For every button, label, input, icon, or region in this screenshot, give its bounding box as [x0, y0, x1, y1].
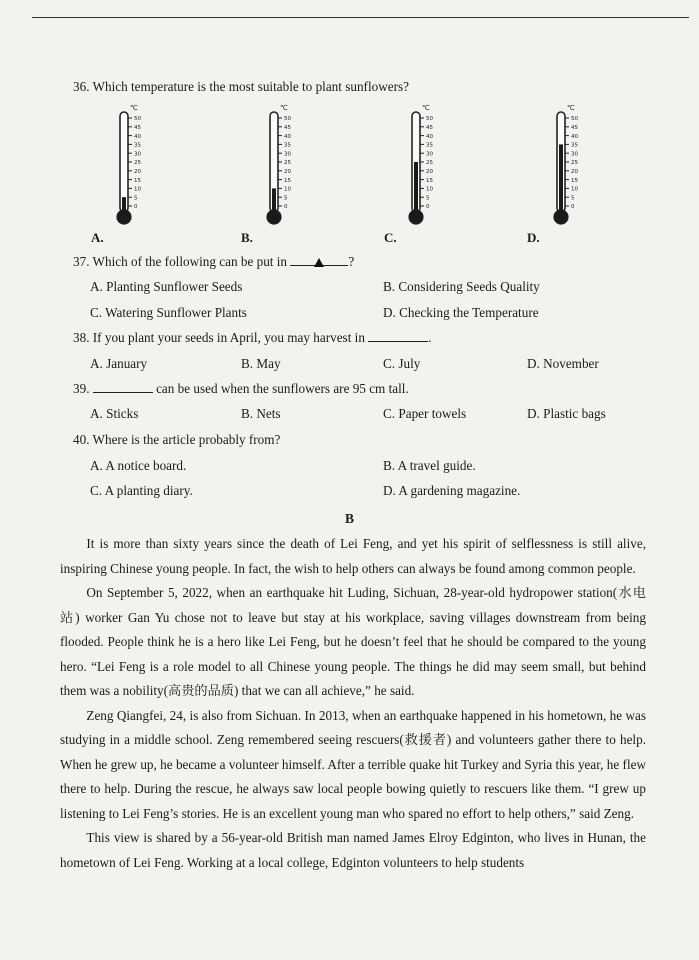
question-37-end: ?	[348, 254, 355, 269]
scale-label: 40	[571, 133, 578, 140]
thermometer-svg	[108, 104, 168, 234]
option-40-c[interactable]: C. A planting diary.	[90, 483, 193, 498]
option-36-d[interactable]: D.	[527, 230, 540, 245]
paragraph: This view is shared by a 56-year-old British man named James Elroy Edginton, who lives in Hunan, the hometown of Lei Feng. Working at a local college, Edginton volunteers to help students	[60, 830, 646, 870]
scale-label: 0	[571, 204, 575, 211]
scale-label: 10	[426, 186, 433, 193]
scale-label: 10	[284, 186, 291, 193]
scale-label: 15	[134, 177, 141, 184]
section-heading: B	[344, 511, 354, 526]
scale-label: 5	[426, 195, 430, 202]
paragraph: On September 5, 2022, when an earthquake hit Luding, Sichuan, 28-year-old hydropower station(水电站) worker Gan Yu chose not to leave but stay at his workplace, saving villages downstream from being flooded. People think he is a hero like Lei Feng, but he doesn’t feel that he should be compared to the young hero. “Lei Feng is a role model to all Chinese young people. The things he did may seem small, but behind them was a nobility(高贵的品质) that we can all achieve,” he said.	[60, 585, 646, 698]
scale-label: 15	[426, 177, 433, 184]
scale-label: 35	[426, 142, 433, 149]
question-37	[73, 254, 354, 270]
scale-label: 25	[284, 160, 291, 167]
unit-label: ℃	[422, 104, 430, 112]
scale-label: 20	[284, 169, 291, 175]
scale-label: 0	[134, 204, 138, 211]
thermometer-svg	[400, 104, 460, 234]
thermometer-svg	[545, 104, 605, 234]
triangle-icon	[314, 258, 324, 267]
paragraph: It is more than sixty years since the death of Lei Feng, and yet his spirit of selflessness is still alive, inspiring Chinese young people. In fact, the wish to help others can always be found among common people.	[60, 536, 646, 576]
scale-label: 50	[426, 116, 433, 123]
scale-label: 25	[571, 160, 578, 167]
option-37-c[interactable]: C. Watering Sunflower Plants	[90, 305, 247, 320]
mercury-column	[272, 188, 276, 214]
question-39	[73, 381, 409, 397]
option-37-d[interactable]: D. Checking the Temperature	[383, 305, 539, 320]
option-39-a[interactable]: A. Sticks	[90, 406, 139, 421]
option-38-c[interactable]: C. July	[383, 356, 421, 371]
option-40-b[interactable]: B. A travel guide.	[383, 458, 476, 473]
scale-label: 30	[571, 151, 578, 158]
scale-label: 45	[284, 125, 291, 131]
scale-label: 25	[426, 160, 433, 167]
scale-label: 0	[284, 204, 288, 211]
top-rule	[32, 17, 689, 18]
unit-label: ℃	[280, 104, 288, 112]
question-38-end: .	[428, 330, 432, 345]
scale-label: 50	[571, 116, 578, 123]
scale-label: 15	[284, 177, 291, 184]
mercury-column	[414, 162, 418, 214]
scale-label: 50	[284, 116, 291, 123]
option-36-a[interactable]: A.	[91, 230, 104, 245]
option-36-b[interactable]: B.	[241, 230, 253, 245]
option-37-a[interactable]: A. Planting Sunflower Seeds	[90, 279, 243, 294]
mercury-column	[559, 144, 563, 214]
question-37-text: 37. Which of the following can be put in	[73, 254, 288, 269]
thermometer-a	[108, 104, 168, 234]
question-39-number: 39.	[73, 381, 90, 396]
answer-blank	[368, 330, 428, 342]
option-38-a[interactable]: A. January	[90, 356, 148, 371]
question-36: 36. Which temperature is the most suitable to plant sunflowers?	[73, 79, 409, 94]
option-39-c[interactable]: C. Paper towels	[383, 406, 467, 421]
question-39-text: can be used when the sunflowers are 95 cm tall.	[156, 381, 409, 396]
scale-label: 30	[426, 151, 433, 158]
answer-blank	[93, 381, 153, 393]
scale-label: 10	[134, 186, 141, 193]
scale-label: 45	[426, 125, 433, 131]
scale-label: 45	[134, 125, 141, 131]
scale-label: 40	[134, 133, 141, 140]
scale-label: 5	[134, 195, 138, 202]
answer-blank	[290, 254, 348, 266]
option-36-c[interactable]: C.	[384, 230, 397, 245]
reading-passage	[60, 532, 646, 875]
unit-label: ℃	[130, 104, 138, 112]
scale-label: 20	[134, 169, 141, 175]
option-38-b[interactable]: B. May	[241, 356, 281, 371]
paragraph: Zeng Qiangfei, 24, is also from Sichuan. In 2013, when an earthquake happened in his hometown, he was studying in a middle school. Zeng remembered seeing rescuers(救援者) and volunteers gather there to help. When he grew up, he became a volunteer himself. After a terrible quake hit Turkey and Syria this year, he flew there to help. During the rescue, he always saw local people bowing quietly to rescuers like them. “I grew up listening to Lei Feng’s stories. He is an excellent young man who spared no effort to help others,” said Zeng.	[60, 707, 646, 821]
scale-label: 25	[134, 160, 141, 167]
question-38-text: 38. If you plant your seeds in April, you may harvest in	[73, 330, 365, 345]
scale-label: 30	[284, 151, 291, 158]
thermometer-tube	[120, 112, 128, 212]
thermometer-b	[258, 104, 318, 234]
thermometer-c	[400, 104, 460, 234]
scale-label: 35	[284, 142, 291, 149]
mercury-column	[122, 197, 126, 214]
option-37-b[interactable]: B. Considering Seeds Quality	[383, 279, 540, 294]
scale-label: 45	[571, 125, 578, 131]
thermometer-svg	[258, 104, 318, 234]
scale-label: 10	[571, 186, 578, 193]
option-40-a[interactable]: A. A notice board.	[90, 458, 187, 473]
option-39-b[interactable]: B. Nets	[241, 406, 281, 421]
scale-label: 15	[571, 177, 578, 184]
unit-label: ℃	[567, 104, 575, 112]
scale-label: 20	[571, 169, 578, 175]
question-38	[73, 330, 432, 346]
scale-label: 5	[571, 195, 575, 202]
scale-label: 5	[284, 195, 288, 202]
scale-label: 30	[134, 151, 141, 158]
option-38-d[interactable]: D. November	[527, 356, 599, 371]
option-39-d[interactable]: D. Plastic bags	[527, 406, 606, 421]
scale-label: 40	[426, 133, 433, 140]
scale-label: 35	[134, 142, 141, 149]
scale-label: 50	[134, 116, 141, 123]
scale-label: 35	[571, 142, 578, 149]
scale-label: 40	[284, 133, 291, 140]
scale-label: 20	[426, 169, 433, 175]
thermometer-d	[545, 104, 605, 234]
question-40: 40. Where is the article probably from?	[73, 432, 281, 447]
option-40-d[interactable]: D. A gardening magazine.	[383, 483, 521, 498]
scale-label: 0	[426, 204, 430, 211]
